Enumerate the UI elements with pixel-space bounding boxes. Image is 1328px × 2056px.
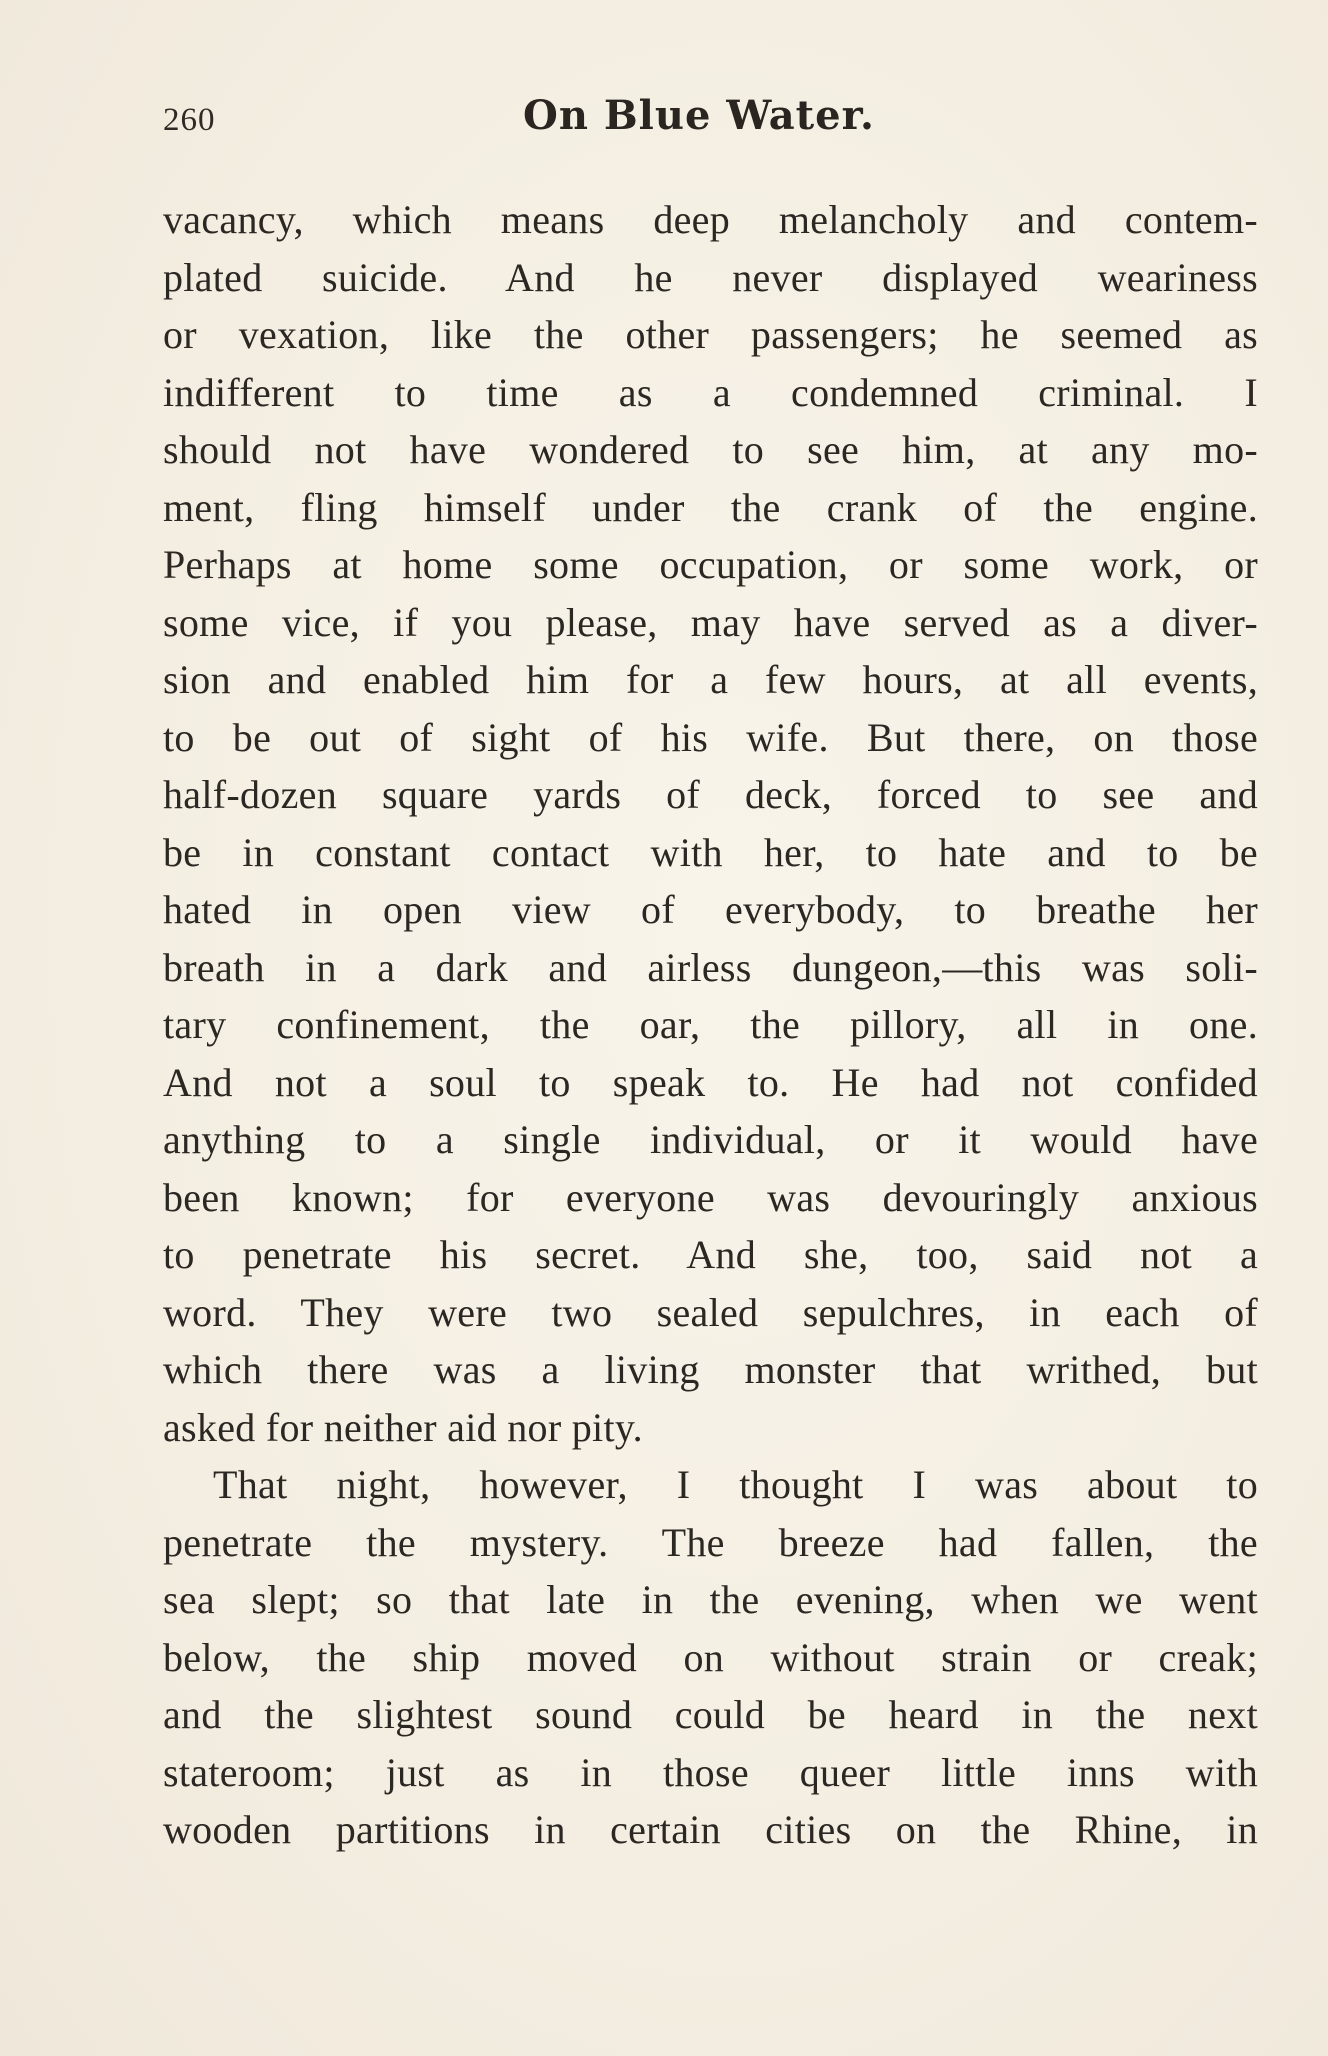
text-line-7: Perhaps at home some occupation, or some work, or <box>163 542 1258 587</box>
text-line-4: indifferent to time as a condemned criminal. I <box>163 369 1258 415</box>
text-line-10: to be out of sight of his wife. But there, on those <box>163 714 1258 760</box>
page-number: 260 <box>163 102 216 138</box>
text-line-21: which there was a living monster that writhed, but <box>163 1347 1258 1392</box>
running-head <box>163 92 1258 152</box>
text-line-5: should not have wondered to see him, at any mo- <box>163 427 1258 472</box>
text-line-14: breath in a dark and airless dungeon,—this was soli- <box>163 944 1258 990</box>
text-line-29: wooden partitions in certain cities on the Rhine, in <box>163 1807 1258 1852</box>
body-text <box>163 191 1258 1859</box>
text-line-11: half-dozen square yards of deck, forced to see and <box>163 772 1258 817</box>
text-line-1: vacancy, which means deep melancholy and contem- <box>163 197 1258 242</box>
text-line-23-paragraph-start: That night, however, I thought I was about to <box>213 1462 1258 1507</box>
text-line-22-paragraph-end: asked for neither aid nor pity. <box>163 1404 643 1450</box>
text-line-12: be in constant contact with her, to hate and to be <box>163 829 1258 875</box>
text-line-9: sion and enabled him for a few hours, at all events, <box>163 657 1258 702</box>
text-line-13: hated in open view of everybody, to breathe her <box>163 887 1258 932</box>
text-line-26: below, the ship moved on without strain or creak; <box>163 1634 1258 1680</box>
book-title: On Blue Water. <box>523 92 875 139</box>
text-line-25: sea slept; so that late in the evening, when we went <box>163 1577 1258 1622</box>
text-line-19: to penetrate his secret. And she, too, said not a <box>163 1232 1258 1277</box>
text-line-18: been known; for everyone was devouringly anxious <box>163 1174 1258 1220</box>
text-line-28: stateroom; just as in those queer little inns with <box>163 1749 1258 1795</box>
text-line-16: And not a soul to speak to. He had not confided <box>163 1059 1258 1105</box>
text-line-6: ment, fling himself under the crank of the engine. <box>163 484 1258 530</box>
text-line-15: tary confinement, the oar, the pillory, all in one. <box>163 1002 1258 1047</box>
text-line-3: or vexation, like the other passengers; he seemed as <box>163 312 1258 357</box>
text-line-24: penetrate the mystery. The breeze had fallen, the <box>163 1519 1258 1565</box>
text-line-20: word. They were two sealed sepulchres, in each of <box>163 1289 1258 1335</box>
text-line-17: anything to a single individual, or it would have <box>163 1117 1258 1162</box>
text-line-2: plated suicide. And he never displayed weariness <box>163 254 1258 300</box>
text-line-8: some vice, if you please, may have served as a diver- <box>163 599 1258 645</box>
text-line-27: and the slightest sound could be heard in the next <box>163 1692 1258 1737</box>
